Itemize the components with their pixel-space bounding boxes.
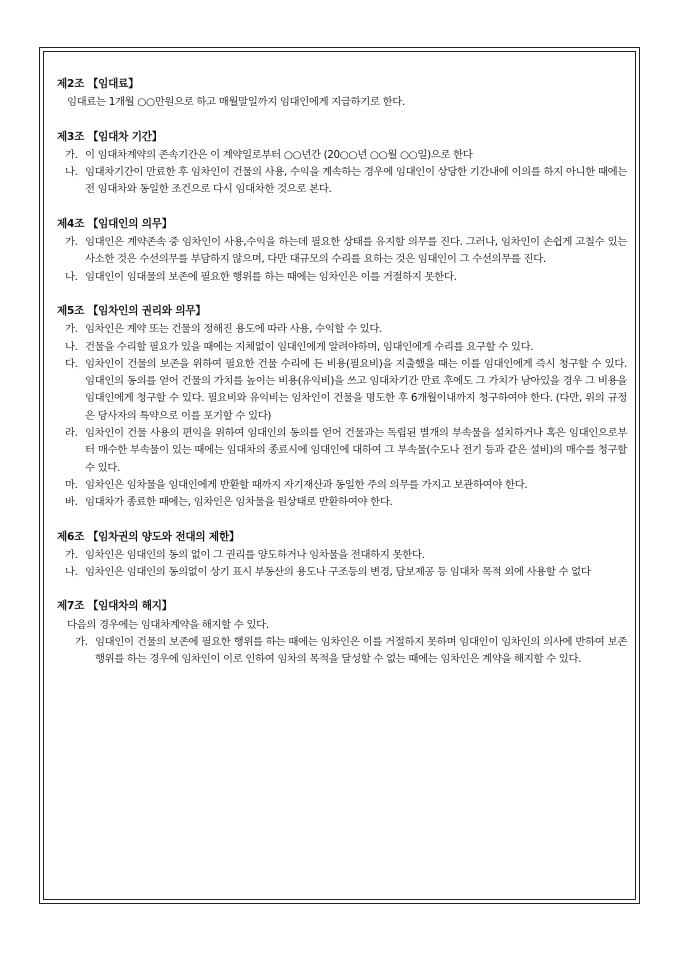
article-heading: 제6조 【임차권의 양도와 전대의 제한】 <box>57 530 240 543</box>
clause-text: 임차인이 건물 사용의 편익을 위하여 임대인의 동의를 얻어 건물과는 독립된 별개의 부속물을 설치하거나 혹은 임대인으로부터 매수한 부속물이 있는 때에는 임대차의 종료시에 임대인에 대하여 그 부속물(수도나 전기 등과 같은 설비)의 매수를 청구할 수 있다. <box>85 427 627 474</box>
article-heading: 제5조 【임차인의 권리와 의무】 <box>57 304 206 317</box>
clause-item <box>57 477 627 494</box>
clause-text: 임차인이 건물의 보존을 위하여 필요한 건물 수리에 든 비용(필요비)을 지출했을 때는 이를 임대인에게 즉시 청구할 수 있다. 임대인의 동의를 얻어 건물의 가치를 높이는 비용(유익비)을 쓰고 임대차기간 만료 후에도 그 가치가 남아있을 경우 그 비용을 임대인에게 청구할 수 있다. 필요비와 유익비는 임차인이 건물을 명도한 후 6개월이내까지 청구하여야 한다. (다만, 위의 규정은 당사자의 특약으로 이를 포기할 수 있다) <box>85 357 627 422</box>
clause-text: 임대인은 계약존속 중 임차인이 사용,수익을 하는데 필요한 상태를 유지할 의무를 진다. 그러나, 임차인이 손쉽게 고칠수 있는 사소한 것은 수선의무를 부담하지 않으며, 다만 대규모의 수리를 요하는 것은 임대인이 그 수선의무를 진다. <box>85 236 627 266</box>
clause-item <box>57 547 627 564</box>
clause-item <box>57 339 627 356</box>
clause-text: 임대차가 종료한 때에는, 임차인은 임차물을 원상태로 반환하여야 한다. <box>85 496 393 509</box>
clause-item <box>57 494 627 511</box>
clause-item <box>57 564 627 581</box>
article-heading: 제4조 【임대인의 의무】 <box>57 217 173 230</box>
article-paragraph: 다음의 경우에는 임대차계약을 해지할 수 있다. <box>67 618 269 631</box>
clause-text: 임차인은 계약 또는 건물의 정해진 용도에 따라 사용, 수익할 수 있다. <box>85 323 382 336</box>
clause-marker: 나. <box>65 166 78 179</box>
clause-marker: 나. <box>65 566 78 579</box>
clause-text: 임차인은 임대인의 동의없이 상기 표시 부동산의 용도나 구조등의 변경, 담보제공 등 임대차 목적 외에 사용할 수 없다 <box>85 566 591 579</box>
contract-body <box>57 76 627 686</box>
clause-text: 임대인이 임대물의 보존에 필요한 행위를 하는 때에는 임차인은 이를 거절하지 못한다. <box>85 270 457 283</box>
article-heading: 제3조 【임대차 기간】 <box>57 130 163 143</box>
article-5 <box>57 303 627 512</box>
clause-marker: 가. <box>65 148 78 161</box>
clause-marker: 나. <box>65 270 78 283</box>
article-heading: 제2조 【임대료】 <box>57 78 139 90</box>
clause-marker: 라. <box>65 427 78 440</box>
clause-marker: 나. <box>65 340 78 353</box>
clause-item <box>57 634 627 669</box>
clause-text: 임대차기간이 만료한 후 임차인이 건물의 사용, 수익을 계속하는 경우에 임대인이 상당한 기간내에 이의를 하지 아니한 때에는 전 임대차와 동일한 조건으로 다시 임대차한 것으로 본다. <box>85 166 627 196</box>
article-3 <box>57 129 627 199</box>
article-4 <box>57 216 627 286</box>
article-7 <box>57 598 627 668</box>
clause-text: 임차인은 임차물을 임대인에게 반환할 때까지 자기재산과 동일한 주의 의무를 가지고 보관하여야 한다. <box>85 478 528 491</box>
article-2 <box>57 76 627 112</box>
clause-text: 임차인은 임대인의 동의 없이 그 권리를 양도하거나 임차물을 전대하지 못한다. <box>85 548 425 561</box>
article-6 <box>57 529 627 582</box>
clause-item <box>57 164 627 199</box>
clause-item <box>57 321 627 338</box>
clause-marker: 마. <box>65 478 78 491</box>
clause-marker: 다. <box>65 357 78 370</box>
clause-item <box>57 234 627 269</box>
clause-marker: 가. <box>75 636 88 649</box>
clause-item <box>57 269 627 286</box>
clause-text: 임대인이 건물의 보존에 필요한 행위를 하는 때에는 임차인은 이를 거절하지 못하며 임대인이 임차인의 의사에 반하여 보존행위를 하는 경우에 임차인이 이로 인하여 임차의 목적을 달성할 수 없는 때에는 임차인은 계약을 해지할 수 있다. <box>95 636 627 666</box>
article-heading: 제7조 【임대차의 해지】 <box>57 600 173 613</box>
clause-item <box>57 147 627 164</box>
clause-text: 건물을 수리할 필요가 있을 때에는 지체없이 임대인에게 알려야하며, 임대인에게 수리를 요구할 수 있다. <box>85 340 534 353</box>
clause-marker: 바. <box>65 496 78 509</box>
clause-item <box>57 356 627 425</box>
clause-marker: 가. <box>65 548 78 561</box>
clause-text: 이 임대차계약의 존속기간은 이 계약일로부터 ○○년간 (20○○년 ○○월 ○○일)으로 한다 <box>85 148 473 161</box>
clause-marker: 가. <box>65 323 78 336</box>
clause-item <box>57 425 627 477</box>
clause-marker: 가. <box>65 236 78 249</box>
article-paragraph: 임대료는 1개월 ○○만원으로 하고 매월말일까지 임대인에게 지급하기로 한다. <box>67 96 405 109</box>
